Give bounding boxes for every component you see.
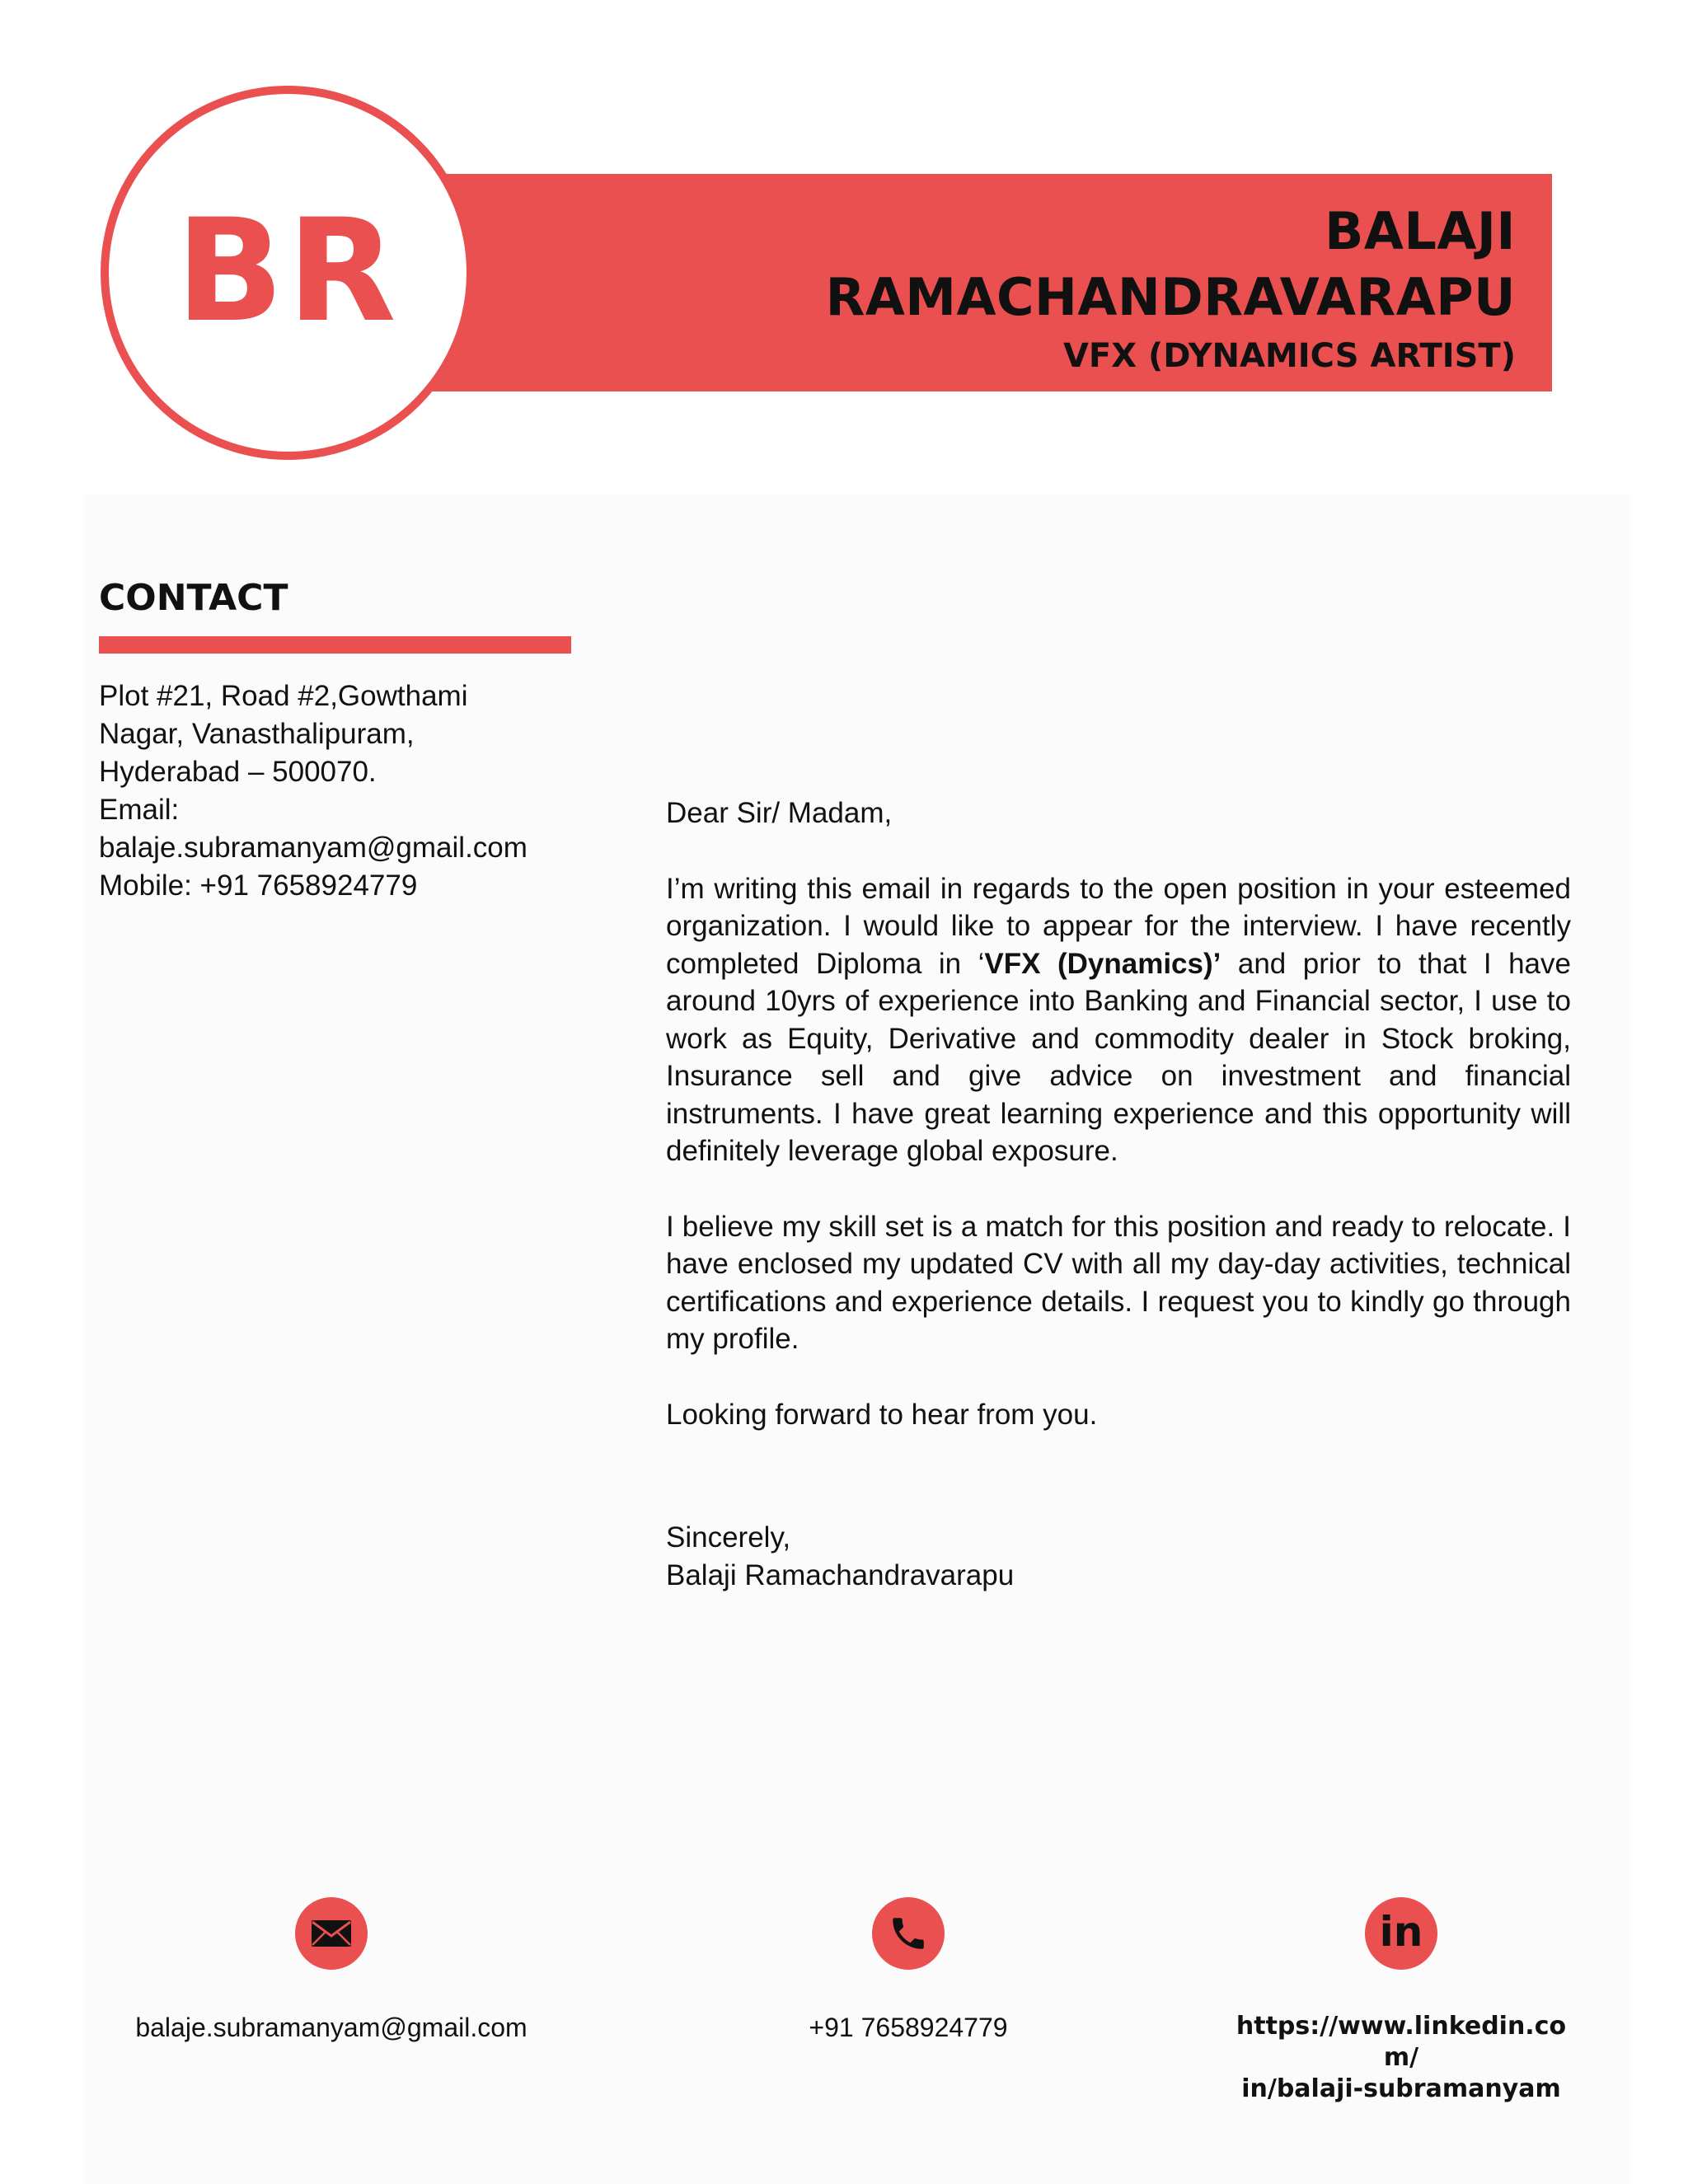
contact-email: balaje.subramanyam@gmail.com <box>99 832 528 864</box>
address-line-1: Plot #21, Road #2,Gowthami <box>99 680 468 712</box>
paragraph-1-text-a: I’m writing this email in regards to the open position in your esteemed organization. I would like to appear for the interview. I have recently completed Diploma in ‘ <box>666 872 1571 980</box>
email-label: Email: <box>99 794 180 826</box>
linkedin-glyph: in <box>1379 1908 1423 1956</box>
letter-closing <box>666 1519 1571 1594</box>
job-role: VFX (DYNAMICS ARTIST) <box>1062 337 1516 375</box>
linkedin-url-line-1[interactable]: https://www.linkedin.com/ <box>1236 2012 1567 2072</box>
header-banner <box>396 174 1552 391</box>
address-line-2: Nagar, Vanasthalipuram, <box>99 718 415 750</box>
letter-paragraph-2: I believe my skill set is a match for this position and ready to relocate. I have enclosed my updated CV with all my day-day activities, technical certifications and experience details. I request you to kindly go through my profile. <box>666 1210 1571 1355</box>
footer-email <box>117 1897 546 2044</box>
letter-paragraph-3: Looking forward to hear from you. <box>666 1398 1098 1431</box>
paragraph-1-bold: VFX (Dynamics)’ <box>984 947 1221 980</box>
contact-mobile: Mobile: +91 7658924779 <box>99 869 418 902</box>
monogram-text: BR <box>176 187 400 354</box>
footer-phone <box>694 1897 1123 2044</box>
name-line-1: BALAJI <box>1325 201 1516 261</box>
paragraph-1-text-b: and prior to that I have around 10yrs of experience into Banking and Financial sector, I use to work as Equity, Derivative and commodity dealer in Stock broking, Insurance sell and give advice on investment and financial instruments. I have great learning experience and this opportunity will definitely leverage global exposure. <box>666 947 1571 1167</box>
contact-heading: CONTACT <box>99 577 288 619</box>
linkedin-icon <box>1365 1897 1437 1970</box>
footer-linkedin-text[interactable] <box>1220 2011 1582 2105</box>
contact-divider <box>99 636 571 654</box>
contact-details <box>99 677 593 905</box>
linkedin-url-line-2[interactable]: in/balaji-subramanyam <box>1241 2074 1561 2103</box>
phone-icon <box>872 1897 945 1970</box>
footer-phone-text[interactable]: +91 7658924779 <box>809 2013 1008 2042</box>
closing-text: Sincerely, <box>666 1521 791 1554</box>
footer-email-text[interactable]: balaje.subramanyam@gmail.com <box>135 2013 528 2042</box>
monogram-badge <box>101 86 475 460</box>
applicant-name <box>826 199 1516 330</box>
signature-name: Balaji Ramachandravarapu <box>666 1558 1015 1591</box>
letter-greeting: Dear Sir/ Madam, <box>666 797 893 829</box>
envelope-icon <box>295 1897 368 1970</box>
footer-linkedin <box>1187 1897 1615 2105</box>
letter-paragraph-1 <box>666 870 1571 1170</box>
letter-body <box>666 794 1571 1594</box>
name-line-2: RAMACHANDRAVARAPU <box>825 267 1516 327</box>
address-line-3: Hyderabad – 500070. <box>99 756 377 788</box>
